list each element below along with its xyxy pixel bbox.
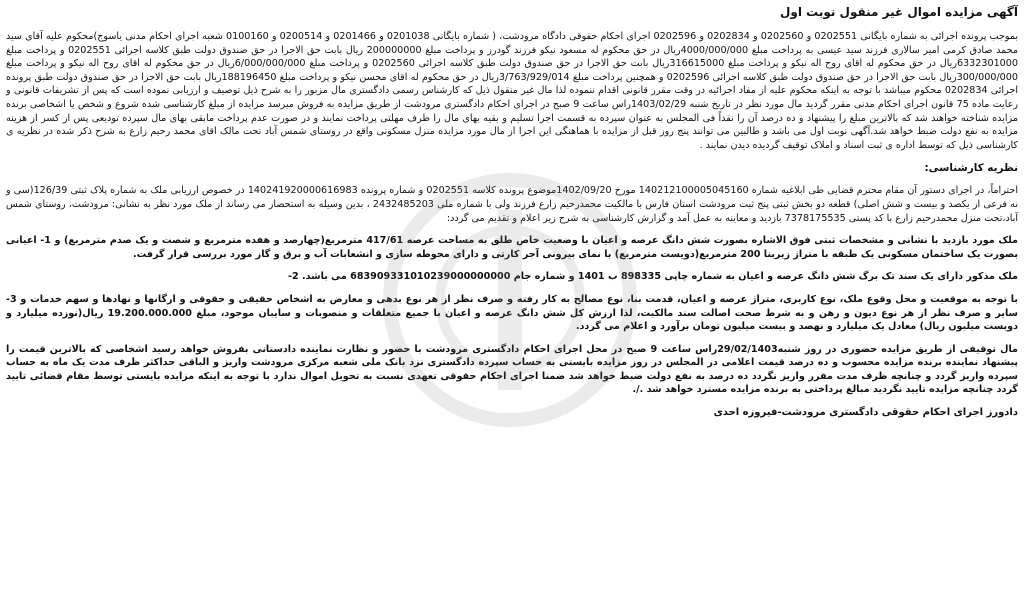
expert-item-1: ملک مورد بازدید با نشانی و مشخصات ثبتی فوق الاشاره بصورت شش دانگ عرصه و اعیان با وضعیت خاص طلق به مساحت عرصه 417/61 مترمربع(چهارصد و هفده مترمربع و شصت و یک صدم مترمربع) و 1- اعیانی بصورت یک ساختمان مسکونی یک طبقه با متراژ زیربنا 200 مترمربع(دویست مترمربع) با نمای بیرونی آجر کارتی و دارای محوطه سازی و انشعابات آب و برق و گاز مورد بررسی قرار گرفت. [6,235,1018,260]
closing-paragraph: مال توقیفی از طریق مزایده حضوری در روز شنبه29/02/1403راس ساعت 9 صبح در محل اجرای احکام دادگستری مرودشت با حضور و نظارت نماینده دادستانی بفروش خواهد رسید اشخاصی که بالاترین قیمت را پیشنهاد نماینده برنده مزایده محسوب و ده درصد قیمت اعلامی در المجلس در روز مزایده بایستی به حساب سپرده دادگستری نزد بانک ملی شعبه مرکزی مرودشت واریز و الباقی حداکثر ظرف مدت یک ماه به حساب سپرده واریز گردد و چنانچه ظرف مدت مقرر واریز نگردد ده درصد به نفع دولت ضبط خواهد شد ضمنا اجرای احکام حقوقی تعهدی نسبت به تحویل اموال ندارد با توجه به اینکه مزایده بایستی توسط مقام قضائی تایید گردد چنانچه مزایده تایید نگردید مبالغ پرداختی به برنده مزایده مسترد خواهد شد ./. [6,343,1018,396]
notice-title: آگهی مزایده اموال غیر منقول نوبت اول [779,5,1018,19]
notice-intro-paragraph: بموجب پرونده اجرائی به شماره بایگانی 0202551 و 0202560 و 0202834 و 0202596 اجرای احکام حقوقی دادگاه مرودشت، ( شماره بایگانی 0201038 و 0201466 و 0200514 و 0100160 شعبه اجرای احکام مدنی یاسوج)محکوم علیه آقای سید محمد صادق کرمی امیر سالاری فرزند سید عیسی به پرداخت مبلغ 4000/000/000ریال در حق محکوم له مسعود نیکو فرزند گودرز و پرداخت مبلغ 200000000 ریال بابت حق الاجرا در حق صندوق دولت طبق کلاسه اجرائی 0202551 و پرداخت مبلغ 6332301000ریال در حق محکوم له اقای روح اله نیکو و پرداخت مبلغ 316615000ریال بابت حق الاجرا در حق صندوق دولت طبق کلاسه اجرائی 0202560 و پرداخت مبلغ 6/000/000/000ریال در حق محکوم له اقای روح اله نیکو و پرداخت مبلغ 300/000/000ریال بابت حق الاجرا در حق صندوق دولت طبق کلاسه اجرائی 0202596 و همچنین پرداخت مبلغ 3/763/929/014ریال در حق محکوم له اقای محسن نیکو و پرداخت مبلغ 188196450ریال بابت حق الاجرا در حق صندوق دولت طبق پرونده اجرائی 0202834 محکوم میباشد با توجه به اینکه محکوم علیه از مفاد اجرائیه در وقت مقرر قانونی اقدام ننموده لذا مال غیر منقول ذیل که کارشناس رسمی دادگستری مال مزبور را به شرح ذیل توصیف و ارزیابی نموده است که پس از تشریفات قانونی و رعایت ماده 75 قانون اجرای احکام مدنی مقرر گردید مال مورد نظر در تاریخ شنبه 1403/02/29راس ساعت 9 صبح در اجرای احکام دادگستری مرودشت از طریق مزایده به فروش میرسد مزایده از مبلغ کارشناسی شده شروع و شخص یا اشخاصی برنده مزایده شناخته خواهند شد که بالاترین مبلغ را پیشنهاد و ده درصد آن را نقداً فی المجلس به عنوان سپرده به قسمت اجرا تسلیم و بقیه بهای مال را ظرف مهلتی پرداخت نمایند و در صورت عدم پرداخت مابقی بهای مال سپرده تودیعی پس از کسر از هزینه مزایده به نفع دولت ضبط خواهد شد.آگهی نوبت اول می باشد و طالبین می توانند پنج روز قبل از مزایده با هماهنگی این اجرا از مال مورد مزایده منزل مسکونی واقع در روستای شمس آباد تحت مالک اقای محمد رحیم زارع به شرح ذکر شده در نظریه ی کارشناسی ذیل که توسط اداره ی ثبت اسناد و املاک توقیف گردیده دیدن نمایند . [6,31,1019,151]
expert-opinion-heading: نظریه کارشناسی: [924,162,1018,175]
expert-item-3: با توجه به موقعیت و محل وقوع ملک، نوع کاربری، متراژ عرصه و اعیان، قدمت بنا، نوع مصالح به کار رفته و صرف نظر از هر نوع بدهی و معارض به اشخاص حقیقی و حقوقی و ارگانها و نهادها و سهم خدمات و 3- سایر و صرف نظر از هر نوع دیون و رهن و به شرط صحت اصالت سند مالکیت، لذا ارزش کل شش دانگ عرصه و اعیان با جمیع متعلقات و منصوبات و سایبان موجود، مبلغ 19.200.000.000 ریال(نوزده میلیارد و دویست میلیون ریال) معادل یک میلیارد و نهصد و بیست میلیون تومان برآورد و اعلام می گردد. [6,293,1018,333]
signature-line: دادورز اجرای احکام حقوقی دادگستری مرودشت-فیروزه احدی [713,407,1018,419]
expert-item-2: ملک مذکور دارای یک سند تک برگ شش دانگ عرصه و اعیان به شماره چاپی 898335 ب 1401 و شماره جام 683909331010239000000000 می باشد. 2- [287,271,1018,283]
expert-opinion-paragraph: احتراماً، در اجرای دستور آن مقام محترم قضایی طی ابلاغیه شماره 140212100005045160 مورخ 1402/09/20موضوع پرونده کلاسه 0202551 و شماره پرونده 140241920000616983 در خصوص ارزیابی ملک به شماره پلاک ثبتی 126/39(سی و نه فرعی از یکصد و بیست و شش اصلی) قطعه دو بخش ثبتی پنج ثبت مرودشت استان فارس با مالکیت محمدرحیم زارع فرزند ولی با شماره ملی 2432485203 ، بدین وسیله به استحضار می رساند از ملک مورد نظر به نشانی: مرودشت، روستای شمس آباد،تحت منزل محمدرحیم زارع با کد پستی 7378175535 بازدید و معاینه به عمل آمد و گزارش کارشناسی به شرح زیر اعلام و تقدیم می گردد: [6,185,1019,224]
